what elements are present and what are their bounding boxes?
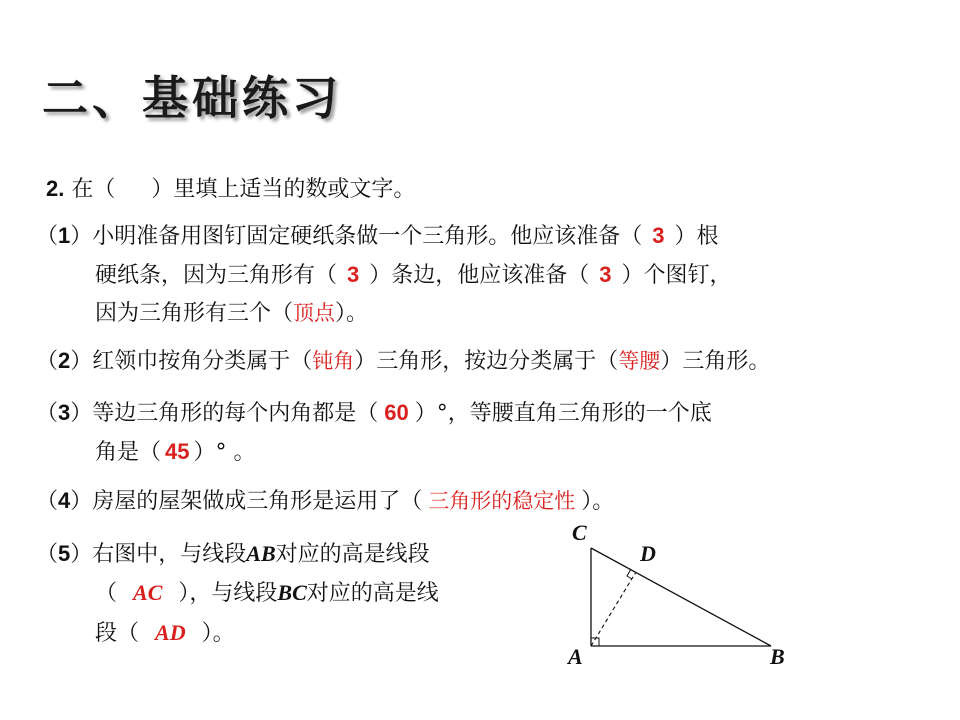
answer-blank: 三角形的稳定性 [428,489,576,513]
answer-blank: 45 [165,439,190,464]
item-5-text-f: 段（ [95,621,140,646]
item-3-text-c: 角是（ [95,440,162,465]
item-1-text-b: ）根 [674,224,719,249]
item-3-line-1: （3）等边三角形的每个内角都是（ 60 ）°，等腰直角三角形的一个底 [36,400,712,426]
vertex-label-b: B [770,644,785,669]
item-4-text-a: 房屋的屋架做成三角形是运用了（ [92,489,423,514]
item-4-number: 4 [58,488,71,513]
segment-label: AB [246,541,276,566]
answer-blank: 3 [347,262,360,287]
item-5-text-g: ）。 [201,621,235,646]
item-2-text-b: ）三角形，按边分类属于（ [354,349,619,374]
answer-blank: 3 [652,223,665,248]
answer-blank: 顶点 [293,301,336,325]
item-1-number: 1 [58,223,71,248]
item-5-text-c: （ [95,581,118,606]
item-5-line-2 [95,579,439,608]
item-5-text-e: 对应的高是线 [306,581,439,606]
item-5-line-1: （5）右图中，与线段AB对应的高是线段 [36,541,430,567]
right-triangle-diagram [560,515,800,675]
question-text-a: 在（ [71,177,116,202]
item-3-text-d: ）° 。 [193,440,256,465]
vertex-label-a: A [568,644,583,669]
question-text-b: ）里填上适当的数或文字。 [151,177,416,202]
item-1-text-a: 小明准备用图钉固定硬纸条做一个三角形。他应该准备（ [92,224,643,249]
answer-blank: AD [155,620,186,645]
segment-label: BC [277,580,307,605]
answer-blank: AC [133,580,163,605]
item-3-text-a: 等边三角形的每个内角都是（ [92,401,379,426]
answer-blank: 3 [599,262,612,287]
item-2-number: 2 [58,348,71,373]
item-4-line: （4）房屋的屋架做成三角形是运用了（ 三角形的稳定性 ）。 [36,488,615,514]
item-1-text-f: 因为三角形有三个（ [95,301,294,326]
item-1-text-g: ）。 [335,301,369,326]
answer-blank: 等腰 [618,349,661,373]
question-number: 2. [46,176,65,201]
item-1-line-3 [95,299,368,328]
answer-blank: 60 [384,400,409,425]
vertex-label-c: C [572,520,587,545]
item-4-text-b: ）。 [581,489,615,514]
item-2-line: （2）红领巾按角分类属于（钝角）三角形，按边分类属于（等腰）三角形。 [36,348,771,374]
question-header [46,175,415,204]
item-1-line-2 [95,261,732,290]
item-2-text-c: ）三角形。 [660,349,771,374]
item-1-text-e: ）个图钉， [621,263,732,288]
item-5-line-3 [95,619,235,648]
item-5-text-b: 对应的高是线段 [275,542,430,567]
item-2-text-a: 红领巾按角分类属于（ [92,349,313,374]
item-5-number: 5 [58,541,71,566]
item-1-line-1: （1）小明准备用图钉固定硬纸条做一个三角形。他应该准备（ 3 ）根 [36,223,719,249]
item-1-text-d: ）条边，他应该准备（ [369,263,590,288]
answer-blank: 钝角 [312,349,355,373]
item-3-number: 3 [58,400,71,425]
item-3-line-2 [95,438,256,467]
vertex-label-d: D [640,541,656,566]
item-1-text-c: 硬纸条，因为三角形有（ [95,263,338,288]
item-5-text-a: 右图中，与线段 [92,542,247,567]
page-title: 二、基础练习 [42,71,342,125]
altitude-ad [591,572,636,646]
item-3-text-b: ）°，等腰直角三角形的一个底 [414,401,712,426]
item-5-text-d: ），与线段 [178,581,278,606]
segment-bc [591,548,771,646]
